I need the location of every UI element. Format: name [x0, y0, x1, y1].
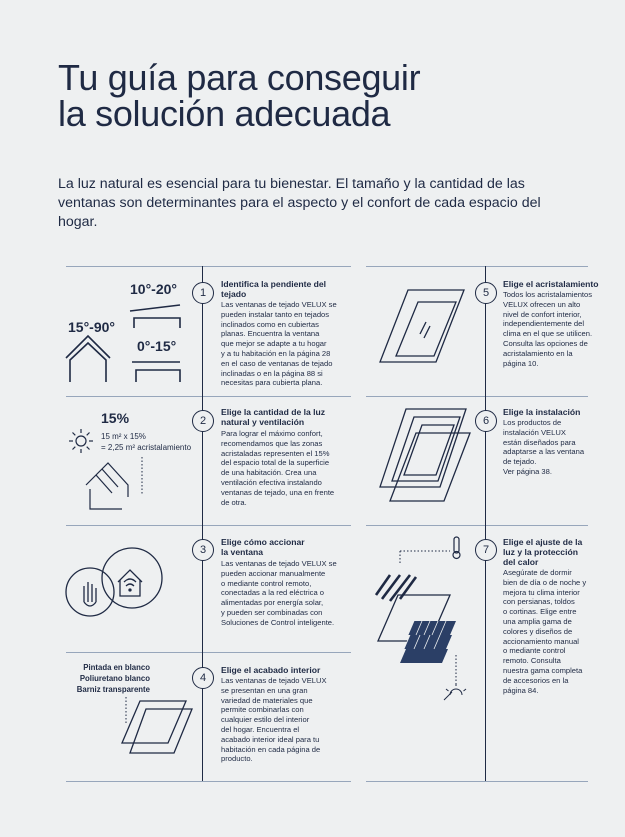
timeline-right	[485, 266, 486, 781]
page-title	[58, 57, 578, 134]
step-5-title: Elige el acristalamiento	[503, 279, 599, 289]
step-number-5: 5	[475, 282, 497, 304]
blinds-heat-icon	[370, 535, 470, 710]
rule-right-3	[366, 525, 588, 526]
step-2-title: Elige la cantidad de la luz natural y ventilación	[221, 407, 326, 427]
step-1-title: Identifica la pendiente del tejado	[221, 279, 327, 299]
step-6-body: Los productos de instalación VELUX están diseñados para adaptarse a las ventana de tejado. Ver página 38.	[503, 418, 585, 476]
finish-option-2: Poliuretano blanco	[79, 674, 150, 683]
step-6-title: Elige la instalación	[503, 407, 581, 417]
step-7-body: Asegúrate de dormir bien de día o de noche y mejora tu clima interior con persianas, toldos o cortinas. Elige entre una amplia gama de colores y diseños de accionamiento manual o mediante control remoto. Consulta nuestra gama completa de accesorios en la página 84.	[503, 568, 587, 695]
timeline-left	[202, 266, 203, 781]
step-number-4: 4	[192, 667, 214, 689]
window-finish-icon	[120, 695, 200, 765]
step-number-3: 3	[192, 539, 214, 561]
glazing-icon	[378, 282, 468, 372]
title-line-2: la solución adecuada	[58, 93, 391, 134]
step-7-title: Elige el ajuste de la luz y la protección del calor	[503, 537, 583, 567]
rule-right-2	[366, 396, 588, 397]
step-number-1: 1	[192, 282, 214, 304]
title-line-1: Tu guía para conseguir	[58, 57, 421, 98]
control-icons	[62, 540, 172, 620]
step-2-body: Para lograr el máximo confort, recomendamos que las zonas acristaladas representen el 15% del espacio total de la superficie de una habitación. Crea una ventilación efectiva instalando ventanas de tejado, una en frente de otra.	[221, 429, 335, 507]
step-number-7: 7	[475, 539, 497, 561]
step-number-6: 6	[475, 410, 497, 432]
pitch-label-15-90: 15°-90°	[68, 319, 116, 335]
rule-left-2	[66, 396, 351, 397]
step-number-2: 2	[192, 410, 214, 432]
step-1-body: Las ventanas de tejado VELUX se pueden instalar tanto en tejados inclinados como en cubiertas planas. Encuentra la ventana que mejor se adapte a tu hogar y a tu habitación en la página 28 en el caso de ventanas de tejado inclinadas o en la página 88 si necesitas para cubierta plana.	[221, 300, 337, 388]
rule-left-4	[66, 652, 351, 653]
rule-right-1	[366, 266, 588, 267]
step-4-body: Las ventanas de tejado VELUX se presentan en una gran variedad de materiales que permite combinarlas con cualquier estilo del interior del hogar. Encuentra el acabado interior ideal para tu habitación en cada página de producto.	[221, 676, 327, 764]
house-window-icon	[82, 455, 152, 515]
step-3-title: Elige cómo accionar la ventana	[221, 537, 305, 557]
finish-option-3: Barniz transparente	[76, 685, 150, 694]
step-4-title: Elige el acabado interior	[221, 665, 321, 675]
step-3-body: Las ventanas de tejado VELUX se pueden accionar manualmente o mediante control remoto, conectadas a la red eléctrica o alimentadas por energía solar, y pueden ser combinadas con Soluciones de Control inteligente.	[221, 559, 337, 627]
light-formula-2: = 2,25 m² acristalamiento	[101, 443, 192, 452]
light-percent: 15%	[101, 410, 130, 426]
rule-right-4	[366, 781, 588, 782]
rule-left-5	[66, 781, 351, 782]
rule-left-1	[66, 266, 351, 267]
intro-paragraph: La luz natural es esencial para tu bienestar. El tamaño y la cantidad de las ventanas son determinantes para el aspecto y el confort de cada espacio del hogar.	[58, 176, 541, 230]
finish-option-1: Pintada en blanco	[83, 663, 150, 672]
sun-icon	[68, 428, 94, 454]
step-5-body: Todos los acristalamientos VELUX ofrecen un alto nivel de confort interior, independientemente del clima en el que se utilicen. Consulta las opciones de acristalamiento en la página 10.	[503, 290, 593, 368]
light-formula-1: 15 m² x 15%	[101, 432, 146, 441]
installation-icon	[378, 405, 478, 505]
rule-left-3	[66, 525, 351, 526]
pitch-label-0-15: 0°-15°	[137, 338, 177, 354]
pitch-label-10-20: 10°-20°	[130, 281, 178, 297]
roof-pitch-icon	[60, 290, 190, 390]
